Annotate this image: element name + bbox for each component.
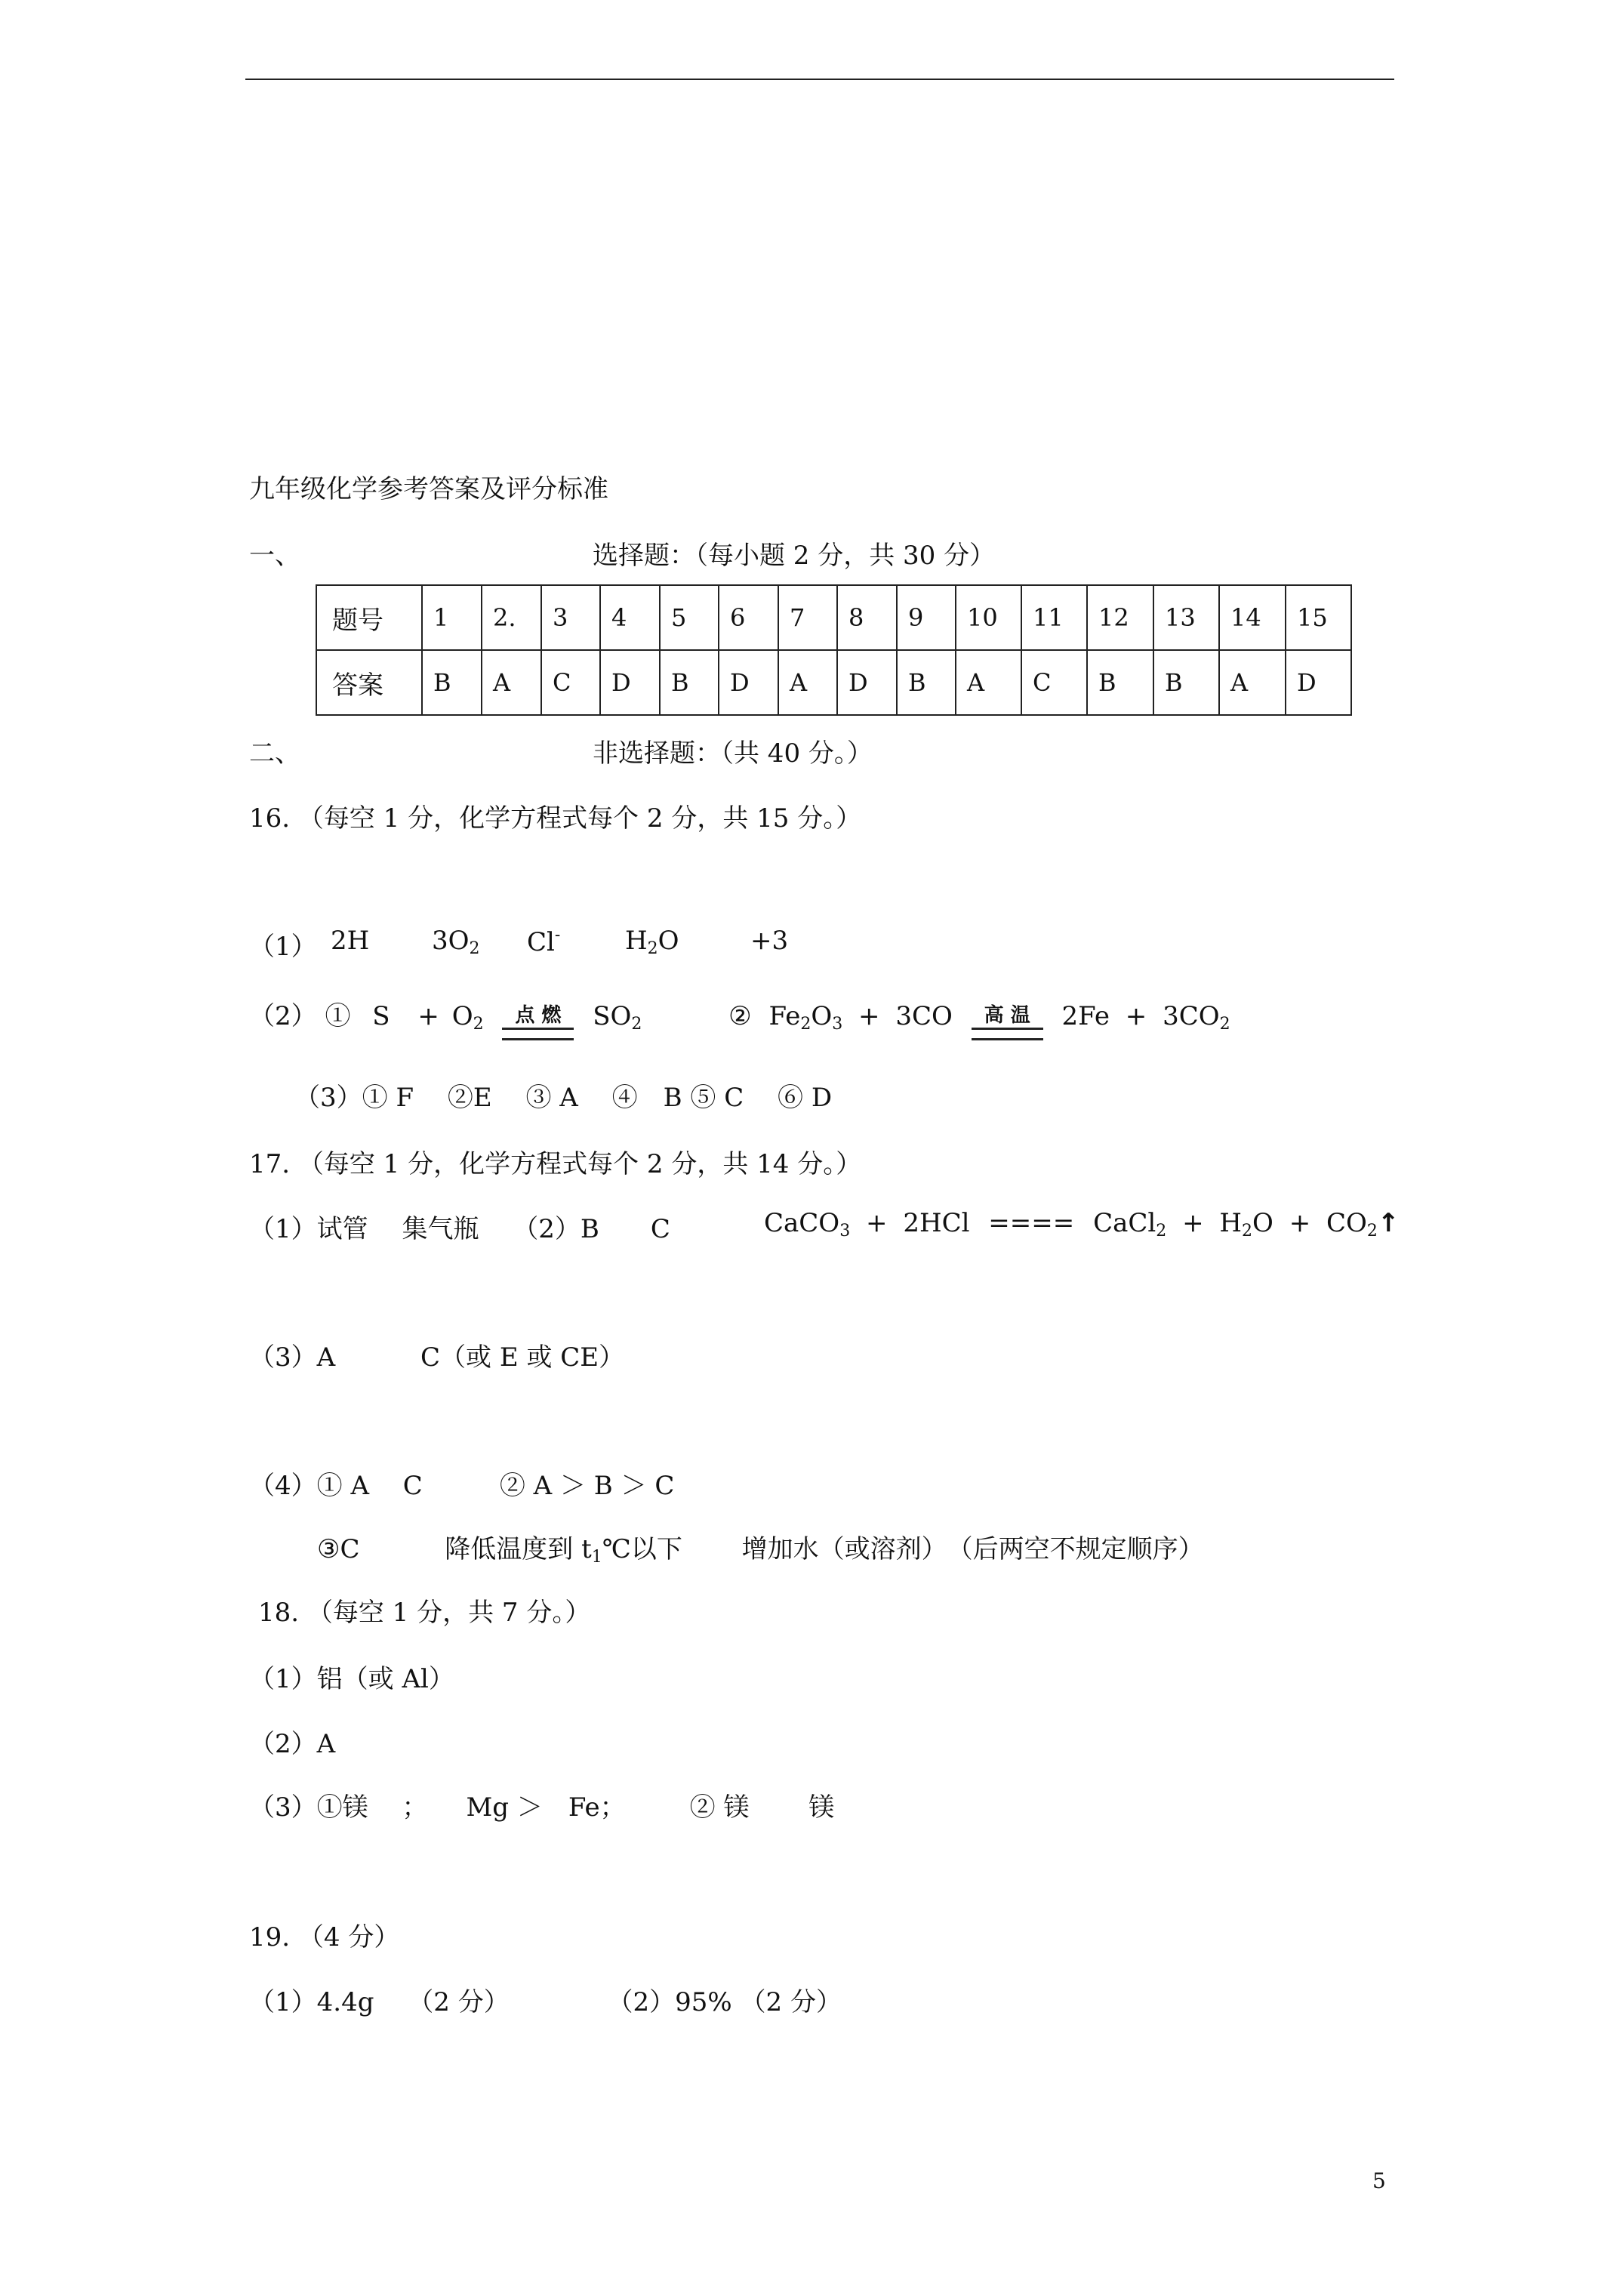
q17-heading: 17. （每空 1 分，化学方程式每个 2 分，共 14 分。） [249, 1149, 862, 1179]
answer-cell: C [541, 650, 600, 715]
eq1-product: $SO_2$ [593, 1001, 642, 1034]
eq2-plus: + [858, 1001, 880, 1031]
table-row-numbers [316, 585, 1351, 650]
section2-title: 非选择题：（共 40 分。） [593, 738, 873, 769]
table-row-answers [316, 650, 1351, 715]
eq2-plus2: + [1125, 1001, 1147, 1031]
q18-part2: （2）A [249, 1729, 336, 1759]
answer-cell: D [719, 650, 778, 715]
number-cell: 10 [956, 585, 1021, 650]
q18-heading: 18. （每空 1 分，共 7 分。） [258, 1598, 591, 1628]
header-rule [245, 79, 1394, 80]
number-cell: 14 [1219, 585, 1286, 650]
number-cell: 7 [778, 585, 837, 650]
q16-part2-equations [249, 995, 1230, 1040]
q17-part1-2-answers: （1）试管 集气瓶 （2）B C [249, 1214, 670, 1244]
answer-cell: C [1021, 650, 1087, 715]
q16-answer-3o2: $3O_2$ [432, 926, 480, 958]
answer-cell: B [422, 650, 482, 715]
number-cell: 5 [660, 585, 719, 650]
eq1-number: ① [325, 1001, 351, 1031]
q16-part1-label: （1） [249, 932, 317, 962]
answer-cell: B [1087, 650, 1153, 715]
eq2-3co2: $3CO_2$ [1163, 1001, 1230, 1034]
q16-part2-label: （2） [249, 1001, 317, 1031]
q18-part1: （1）铝（或 Al） [249, 1664, 454, 1694]
answer-label-cell: 答案 [316, 650, 422, 715]
q19-part1: （1）4.4g （2 分） （2）95% （2 分） [249, 1987, 842, 2017]
eq1-sulfur: S [372, 1001, 390, 1031]
document-title: 九年级化学参考答案及评分标准 [249, 474, 608, 504]
number-cell: 3 [541, 585, 600, 650]
answer-cell: A [482, 650, 541, 715]
q18-part3: （3）①镁 ； Mg ＞ Fe； ② 镁 镁 [249, 1792, 835, 1823]
number-cell: 1 [422, 585, 482, 650]
answer-table [316, 584, 1352, 716]
section1-number: 一、 [249, 541, 300, 571]
q17-part3: （3）A C（或 E 或 CE） [249, 1342, 625, 1373]
header-label-cell: 题号 [316, 585, 422, 650]
eq1-oxygen: $O_2$ [451, 1001, 484, 1034]
q16-answer-valence: +3 [750, 926, 789, 956]
eq2-2fe: 2Fe [1061, 1001, 1110, 1031]
number-cell: 9 [897, 585, 956, 650]
eq2-3co: 3CO [895, 1001, 953, 1031]
answer-cell: B [897, 650, 956, 715]
number-cell: 6 [719, 585, 778, 650]
number-cell: 15 [1286, 585, 1351, 650]
page-number: 5 [1372, 2168, 1386, 2193]
number-cell: 12 [1087, 585, 1153, 650]
section2-number: 二、 [249, 738, 300, 769]
number-cell: 2. [482, 585, 541, 650]
gas-arrow-icon: ↑ [1377, 1208, 1400, 1238]
number-cell: 4 [600, 585, 660, 650]
eq1-condition-ignite: 点 燃 [502, 1005, 574, 1040]
q16-answer-cl-ion: Cl- [527, 926, 561, 957]
number-cell: 11 [1021, 585, 1087, 650]
q17-equation: CaCO$_3$ + 2HCl ==== CaCl$_2$ + $H_2O$ + $CO_2↑$ [764, 1208, 1400, 1240]
section1-title: 选择题：（每小题 2 分，共 30 分） [593, 541, 996, 571]
answer-cell: D [837, 650, 897, 715]
answer-cell: A [956, 650, 1021, 715]
answer-cell: A [1219, 650, 1286, 715]
answer-cell: D [600, 650, 660, 715]
answer-cell: B [1153, 650, 1219, 715]
eq2-condition-high-temp: 高 温 [972, 1005, 1043, 1040]
q16-answer-h2o: $H_2O$ [625, 926, 679, 958]
eq2-fe2o3: $Fe_2O_3$ [768, 1001, 843, 1034]
q19-heading: 19. （4 分） [249, 1922, 400, 1952]
answer-cell: B [660, 650, 719, 715]
q17-part4: （4）① A C ② A ＞ B ＞ C [249, 1471, 675, 1501]
number-cell: 13 [1153, 585, 1219, 650]
answer-cell: D [1286, 650, 1351, 715]
eq2-number: ② [728, 1001, 752, 1031]
q16-heading: 16. （每空 1 分，化学方程式每个 2 分，共 15 分。） [249, 803, 862, 834]
eq1-plus: + [417, 1001, 439, 1031]
q16-answer-2h: 2H [331, 926, 370, 956]
answer-cell: A [778, 650, 837, 715]
q16-part3: （3）① F ②E ③ A ④ B ⑤ C ⑥ D [294, 1083, 833, 1113]
q17-part4-continued: ③C 降低温度到 $t_1℃$以下 增加水（或溶剂） （后两空不规定顺序） [317, 1534, 1204, 1567]
number-cell: 8 [837, 585, 897, 650]
